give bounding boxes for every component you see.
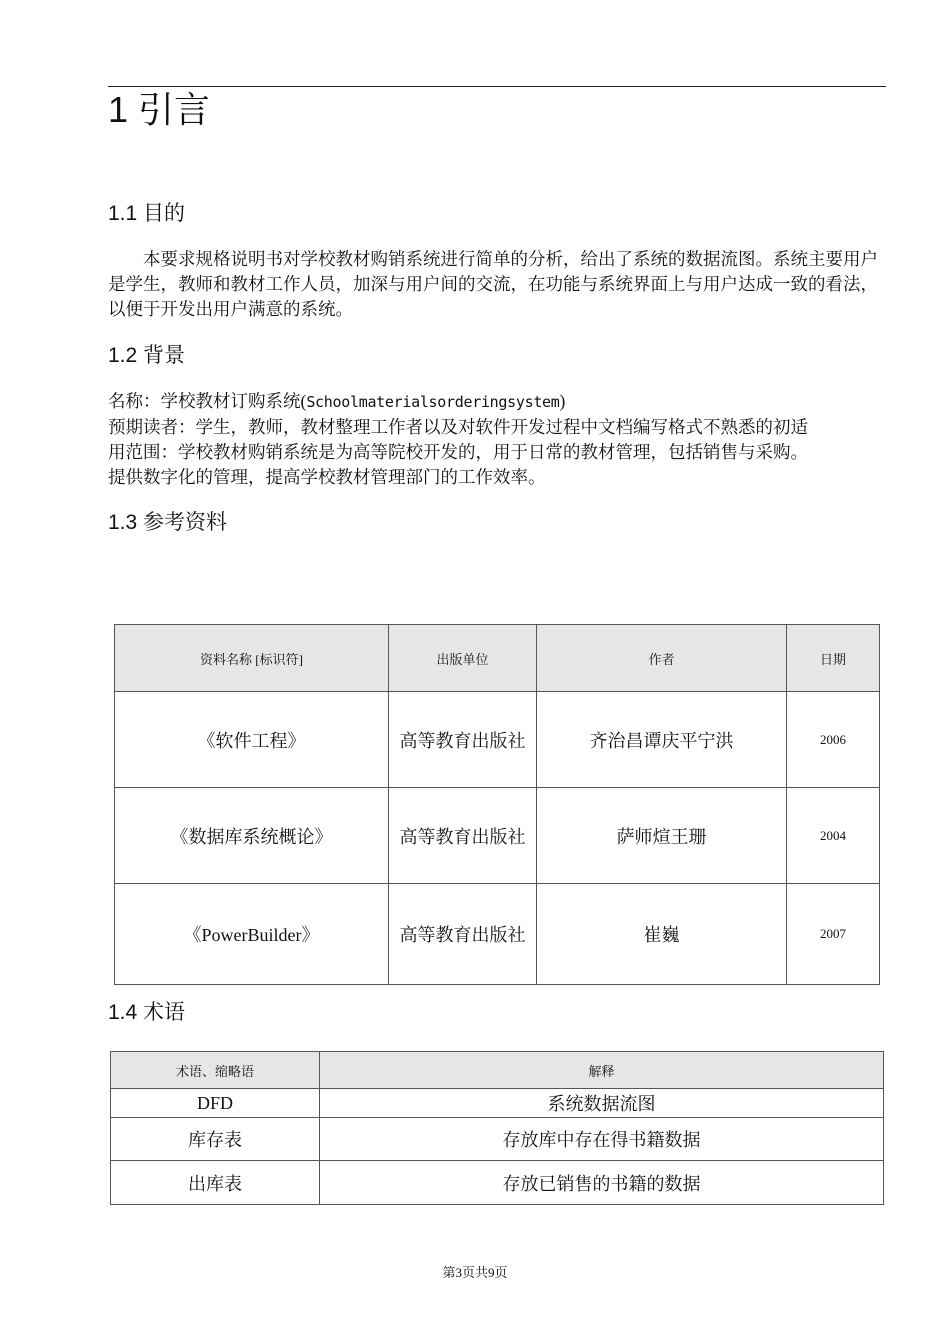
ref-author: 萨师煊王珊 xyxy=(537,788,787,884)
meaning-cell: 系统数据流图 xyxy=(320,1089,884,1118)
table-row xyxy=(111,1089,884,1118)
ref-name: 《数据库系统概论》 xyxy=(115,788,389,884)
term-cell: DFD xyxy=(111,1089,320,1118)
system-name-prefix: 名称：学校教材订购系统( xyxy=(108,391,307,411)
table-row xyxy=(111,1161,884,1205)
header-rule xyxy=(108,86,886,87)
readers-line: 预期读者：学生，教师，教材整理工作者以及对软件开发过程中文档编写格式不熟悉的初适 xyxy=(108,417,808,437)
table-row xyxy=(115,884,880,985)
background-paragraph xyxy=(108,389,878,490)
term-cell: 出库表 xyxy=(111,1161,320,1205)
system-name-code: Schoolmaterialsorderingsystem xyxy=(306,393,560,411)
references-header-row xyxy=(115,625,880,692)
header-date: 日期 xyxy=(787,625,880,692)
ref-publisher: 高等教育出版社 xyxy=(389,692,537,788)
scope-continued-line: 提供数字化的管理，提高学校教材管理部门的工作效率。 xyxy=(108,467,546,487)
ref-publisher: 高等教育出版社 xyxy=(389,884,537,985)
system-name-line xyxy=(108,389,878,415)
page-footer: 第3页共9页 xyxy=(442,1265,508,1280)
ref-date: 2007 xyxy=(787,884,880,985)
term-cell: 库存表 xyxy=(111,1118,320,1161)
table-row xyxy=(111,1118,884,1161)
scope-line: 用范围：学校教材购销系统是为高等院校开发的，用于日常的教材管理，包括销售与采购。 xyxy=(108,442,808,462)
ref-publisher: 高等教育出版社 xyxy=(389,788,537,884)
purpose-text: 本要求规格说明书对学校教材购销系统进行简单的分析，给出了系统的数据流图。系统主要用户是学生，教师和教材工作人员，加深与用户间的交流，在功能与系统界面上与用户达成一致的看法，以便于开发出用户满意的系统。 xyxy=(108,249,878,319)
terms-table xyxy=(110,1051,884,1205)
section-title-background: 1.2 背景 xyxy=(108,344,186,367)
section-title-terms: 1.4 术语 xyxy=(108,1001,186,1024)
section-title-purpose: 1.1 目的 xyxy=(108,202,186,225)
ref-name: 《软件工程》 xyxy=(115,692,389,788)
section-title-references: 1.3 参考资料 xyxy=(108,511,228,534)
ref-author: 齐治昌谭庆平宁洪 xyxy=(537,692,787,788)
table-row xyxy=(115,692,880,788)
ref-date: 2004 xyxy=(787,788,880,884)
ref-author: 崔巍 xyxy=(537,884,787,985)
ref-date: 2006 xyxy=(787,692,880,788)
header-term: 术语、缩略语 xyxy=(111,1052,320,1089)
chapter-heading: 1 引言 xyxy=(108,89,211,130)
references-table xyxy=(114,624,880,985)
header-publisher: 出版单位 xyxy=(389,625,537,692)
header-meaning: 解释 xyxy=(320,1052,884,1089)
header-source-name: 资料名称 [标识符] xyxy=(115,625,389,692)
ref-name: 《PowerBuilder》 xyxy=(115,884,389,985)
table-row xyxy=(115,788,880,884)
header-author: 作者 xyxy=(537,625,787,692)
terms-header-row xyxy=(111,1052,884,1089)
purpose-paragraph xyxy=(108,247,878,322)
meaning-cell: 存放已销售的书籍的数据 xyxy=(320,1161,884,1205)
meaning-cell: 存放库中存在得书籍数据 xyxy=(320,1118,884,1161)
system-name-suffix: ) xyxy=(559,391,566,411)
